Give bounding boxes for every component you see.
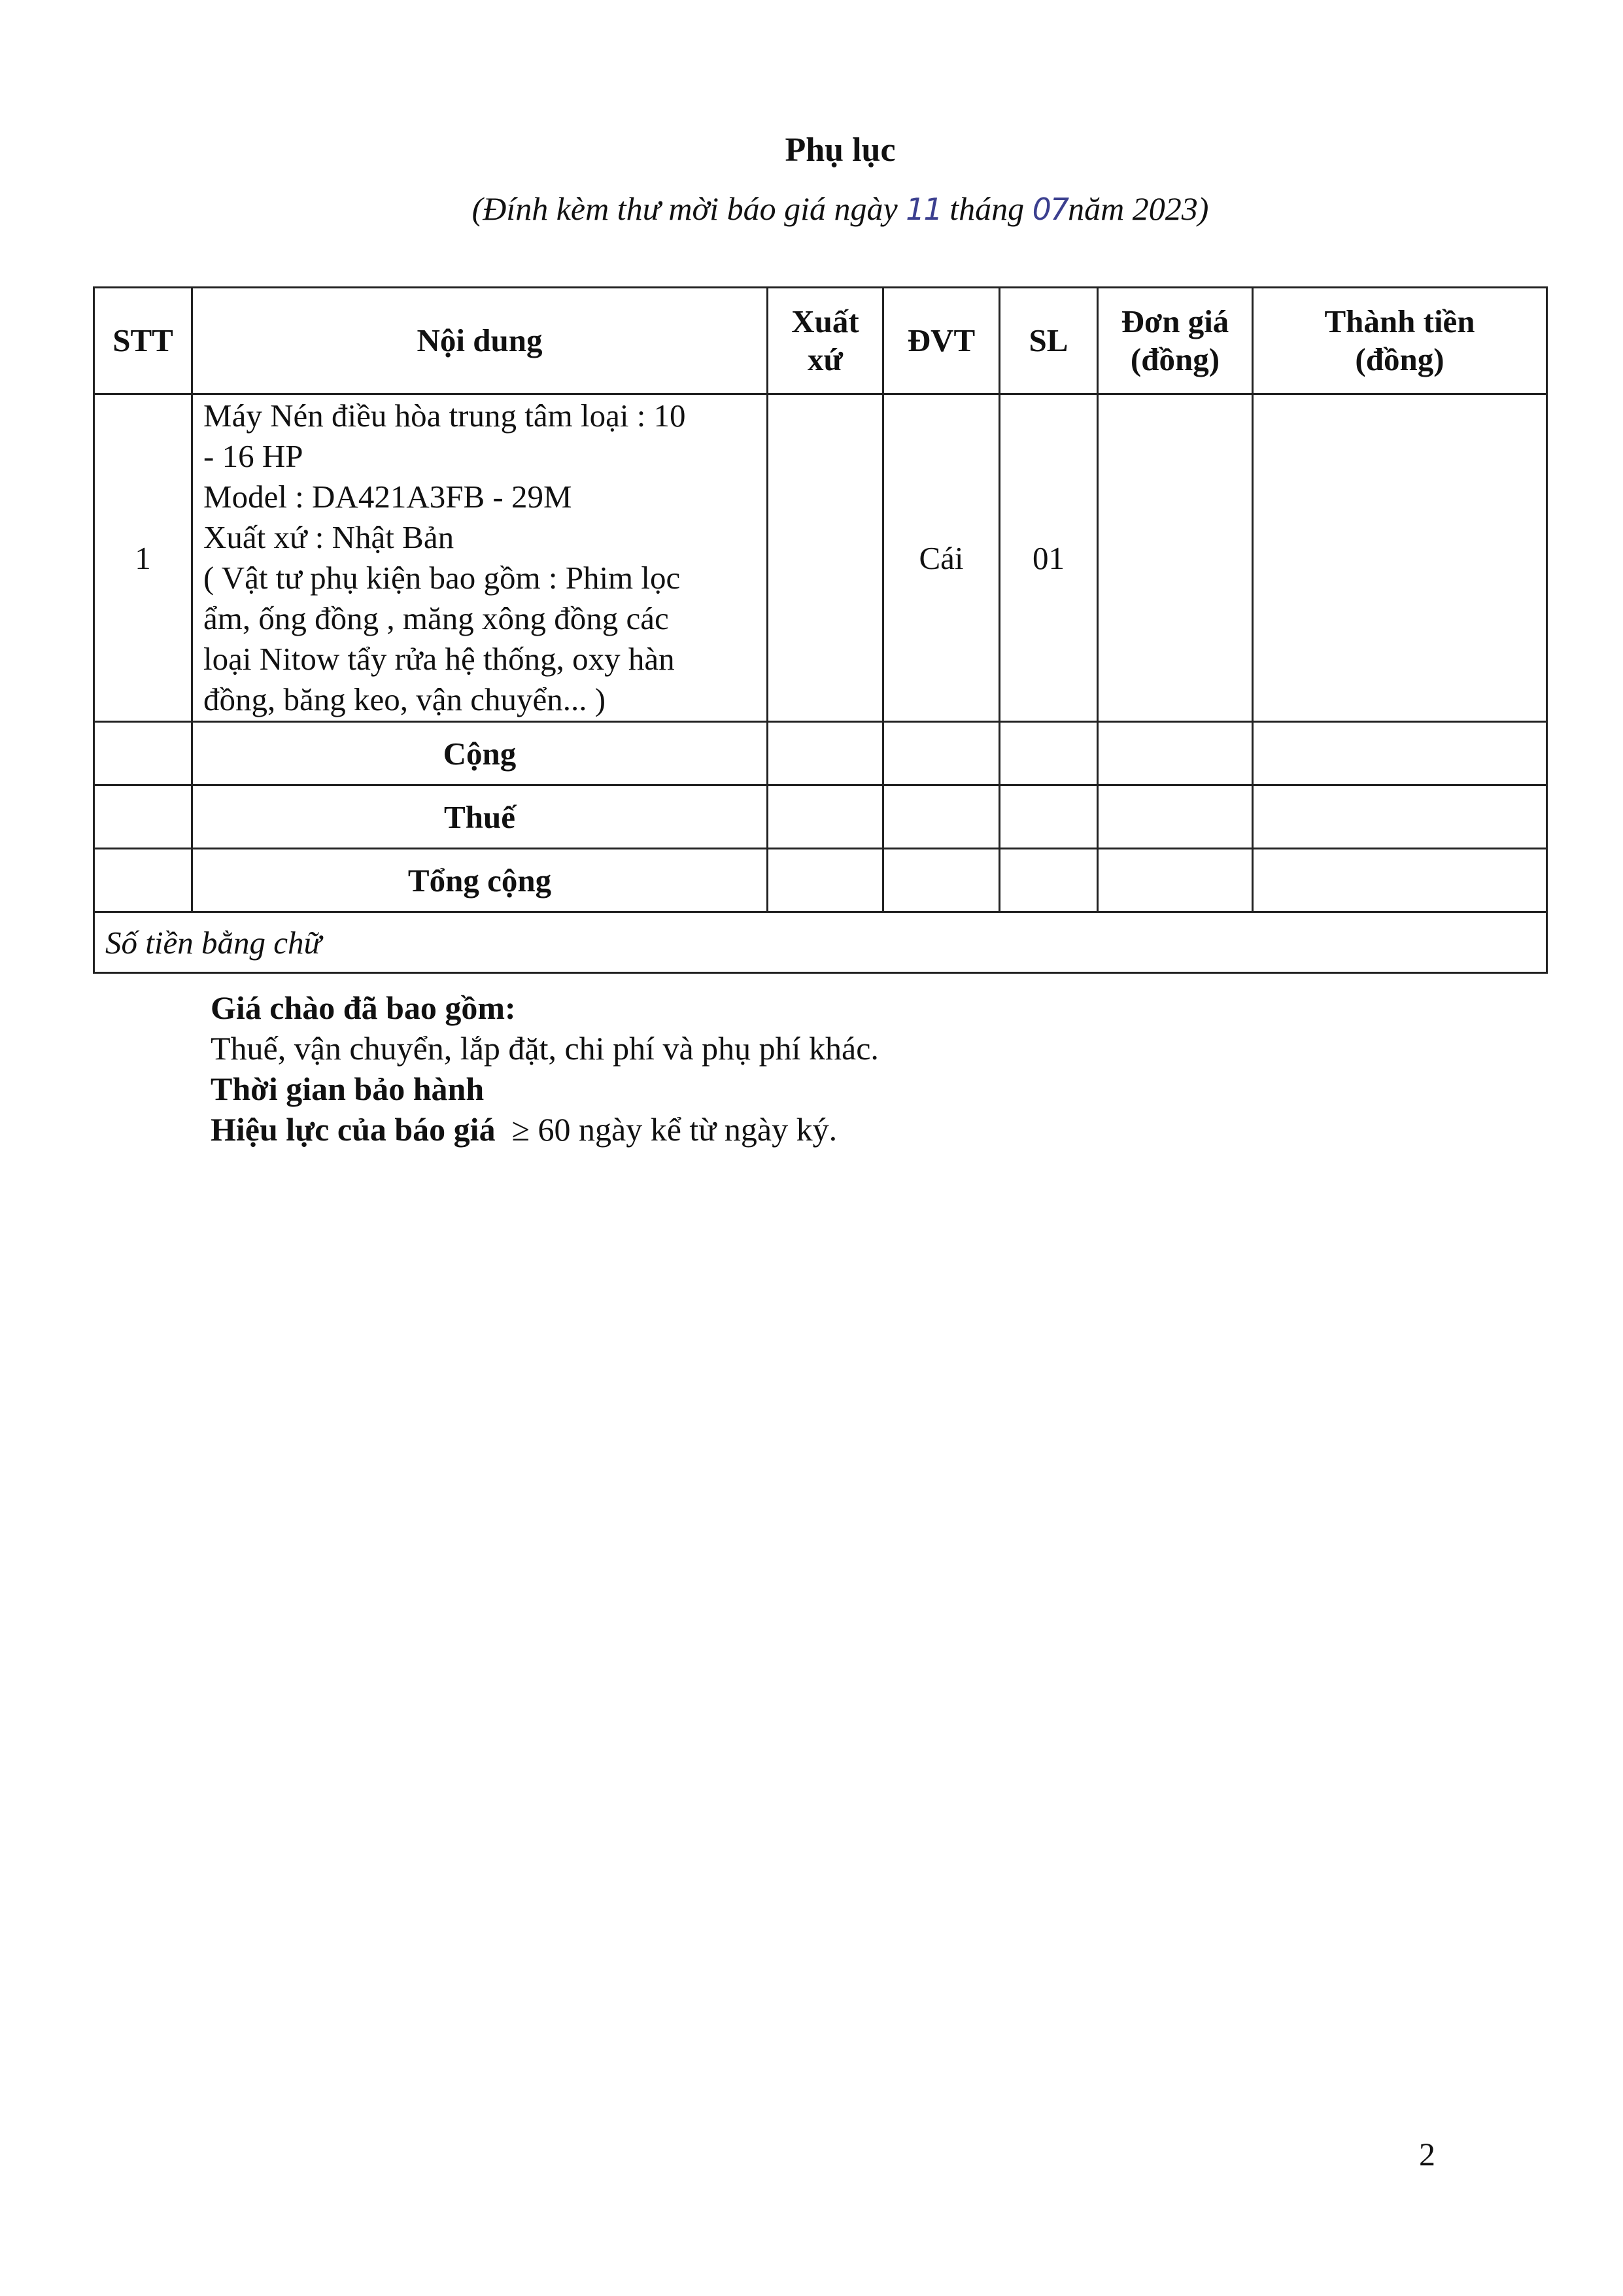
- header-total: [1253, 288, 1547, 394]
- content-line: ( Vật tư phụ kiện bao gồm : Phim lọc: [203, 560, 681, 596]
- warranty-label: Thời gian bảo hành: [211, 1071, 485, 1107]
- header-total-line2: (đồng): [1355, 341, 1444, 377]
- validity-text: ≥ 60 ngày kể từ ngày ký.: [511, 1111, 838, 1148]
- content-line: Máy Nén điều hòa trung tâm loại : 10: [203, 398, 686, 434]
- amount-in-words-row: [94, 912, 1547, 973]
- content-line: Model : DA421A3FB - 29M: [203, 479, 572, 515]
- included-label: Giá chào đã bao gồm:: [211, 989, 516, 1026]
- subtotal-row: [94, 722, 1547, 785]
- subtotal-label: Cộng: [192, 722, 768, 785]
- header-qty: SL: [1000, 288, 1098, 394]
- header-total-line1: Thành tiền: [1324, 303, 1475, 339]
- header-origin: [768, 288, 883, 394]
- row-origin: [768, 394, 883, 722]
- grand-total-row: [94, 849, 1547, 912]
- page-number: 2: [1419, 2136, 1435, 2172]
- handwritten-day: 11: [906, 192, 942, 227]
- grand-total-label: Tổng cộng: [192, 849, 768, 912]
- content-line: loại Nitow tẩy rửa hệ thống, oxy hàn: [203, 641, 675, 677]
- header-content: Nội dung: [192, 288, 768, 394]
- header-unit-price: [1098, 288, 1253, 394]
- quotation-table: [93, 286, 1548, 974]
- table-row: [94, 394, 1547, 722]
- content-line: ẩm, ống đồng , măng xông đồng các: [203, 600, 669, 636]
- content-line: đồng, băng keo, vận chuyển... ): [203, 681, 606, 717]
- row-stt: 1: [94, 394, 192, 722]
- header-price-line1: Đơn giá: [1121, 303, 1229, 339]
- header-stt: STT: [94, 288, 192, 394]
- subtitle-middle: tháng: [941, 190, 1033, 227]
- content-line: - 16 HP: [203, 438, 303, 474]
- row-unit-price: [1098, 394, 1253, 722]
- subtitle-suffix: năm 2023): [1068, 190, 1209, 227]
- quote-notes: [211, 987, 1388, 1150]
- content-line: Xuất xứ : Nhật Bản: [203, 519, 454, 555]
- row-unit: Cái: [883, 394, 1000, 722]
- row-total: [1253, 394, 1547, 722]
- row-content: [192, 394, 768, 722]
- header-unit: ĐVT: [883, 288, 1000, 394]
- tax-label: Thuế: [192, 785, 768, 849]
- validity-label: Hiệu lực của báo giá: [211, 1111, 496, 1148]
- handwritten-month: 07: [1032, 192, 1068, 227]
- table-header-row: [94, 288, 1547, 394]
- page-title: Phụ lục: [785, 131, 896, 169]
- row-qty: 01: [1000, 394, 1098, 722]
- validity-line: [211, 1109, 1388, 1150]
- subtitle-prefix: (Đính kèm thư mời báo giá ngày: [471, 190, 906, 227]
- tax-row: [94, 785, 1547, 849]
- page-subtitle: [0, 190, 1623, 228]
- included-text: Thuế, vận chuyển, lắp đặt, chi phí và phụ phí khác.: [211, 1030, 879, 1067]
- header-origin-line2: xứ: [808, 341, 843, 377]
- header-price-line2: (đồng): [1130, 341, 1220, 377]
- header-origin-line1: Xuất: [791, 303, 859, 339]
- amount-in-words-label: Số tiền bằng chữ: [94, 912, 1547, 973]
